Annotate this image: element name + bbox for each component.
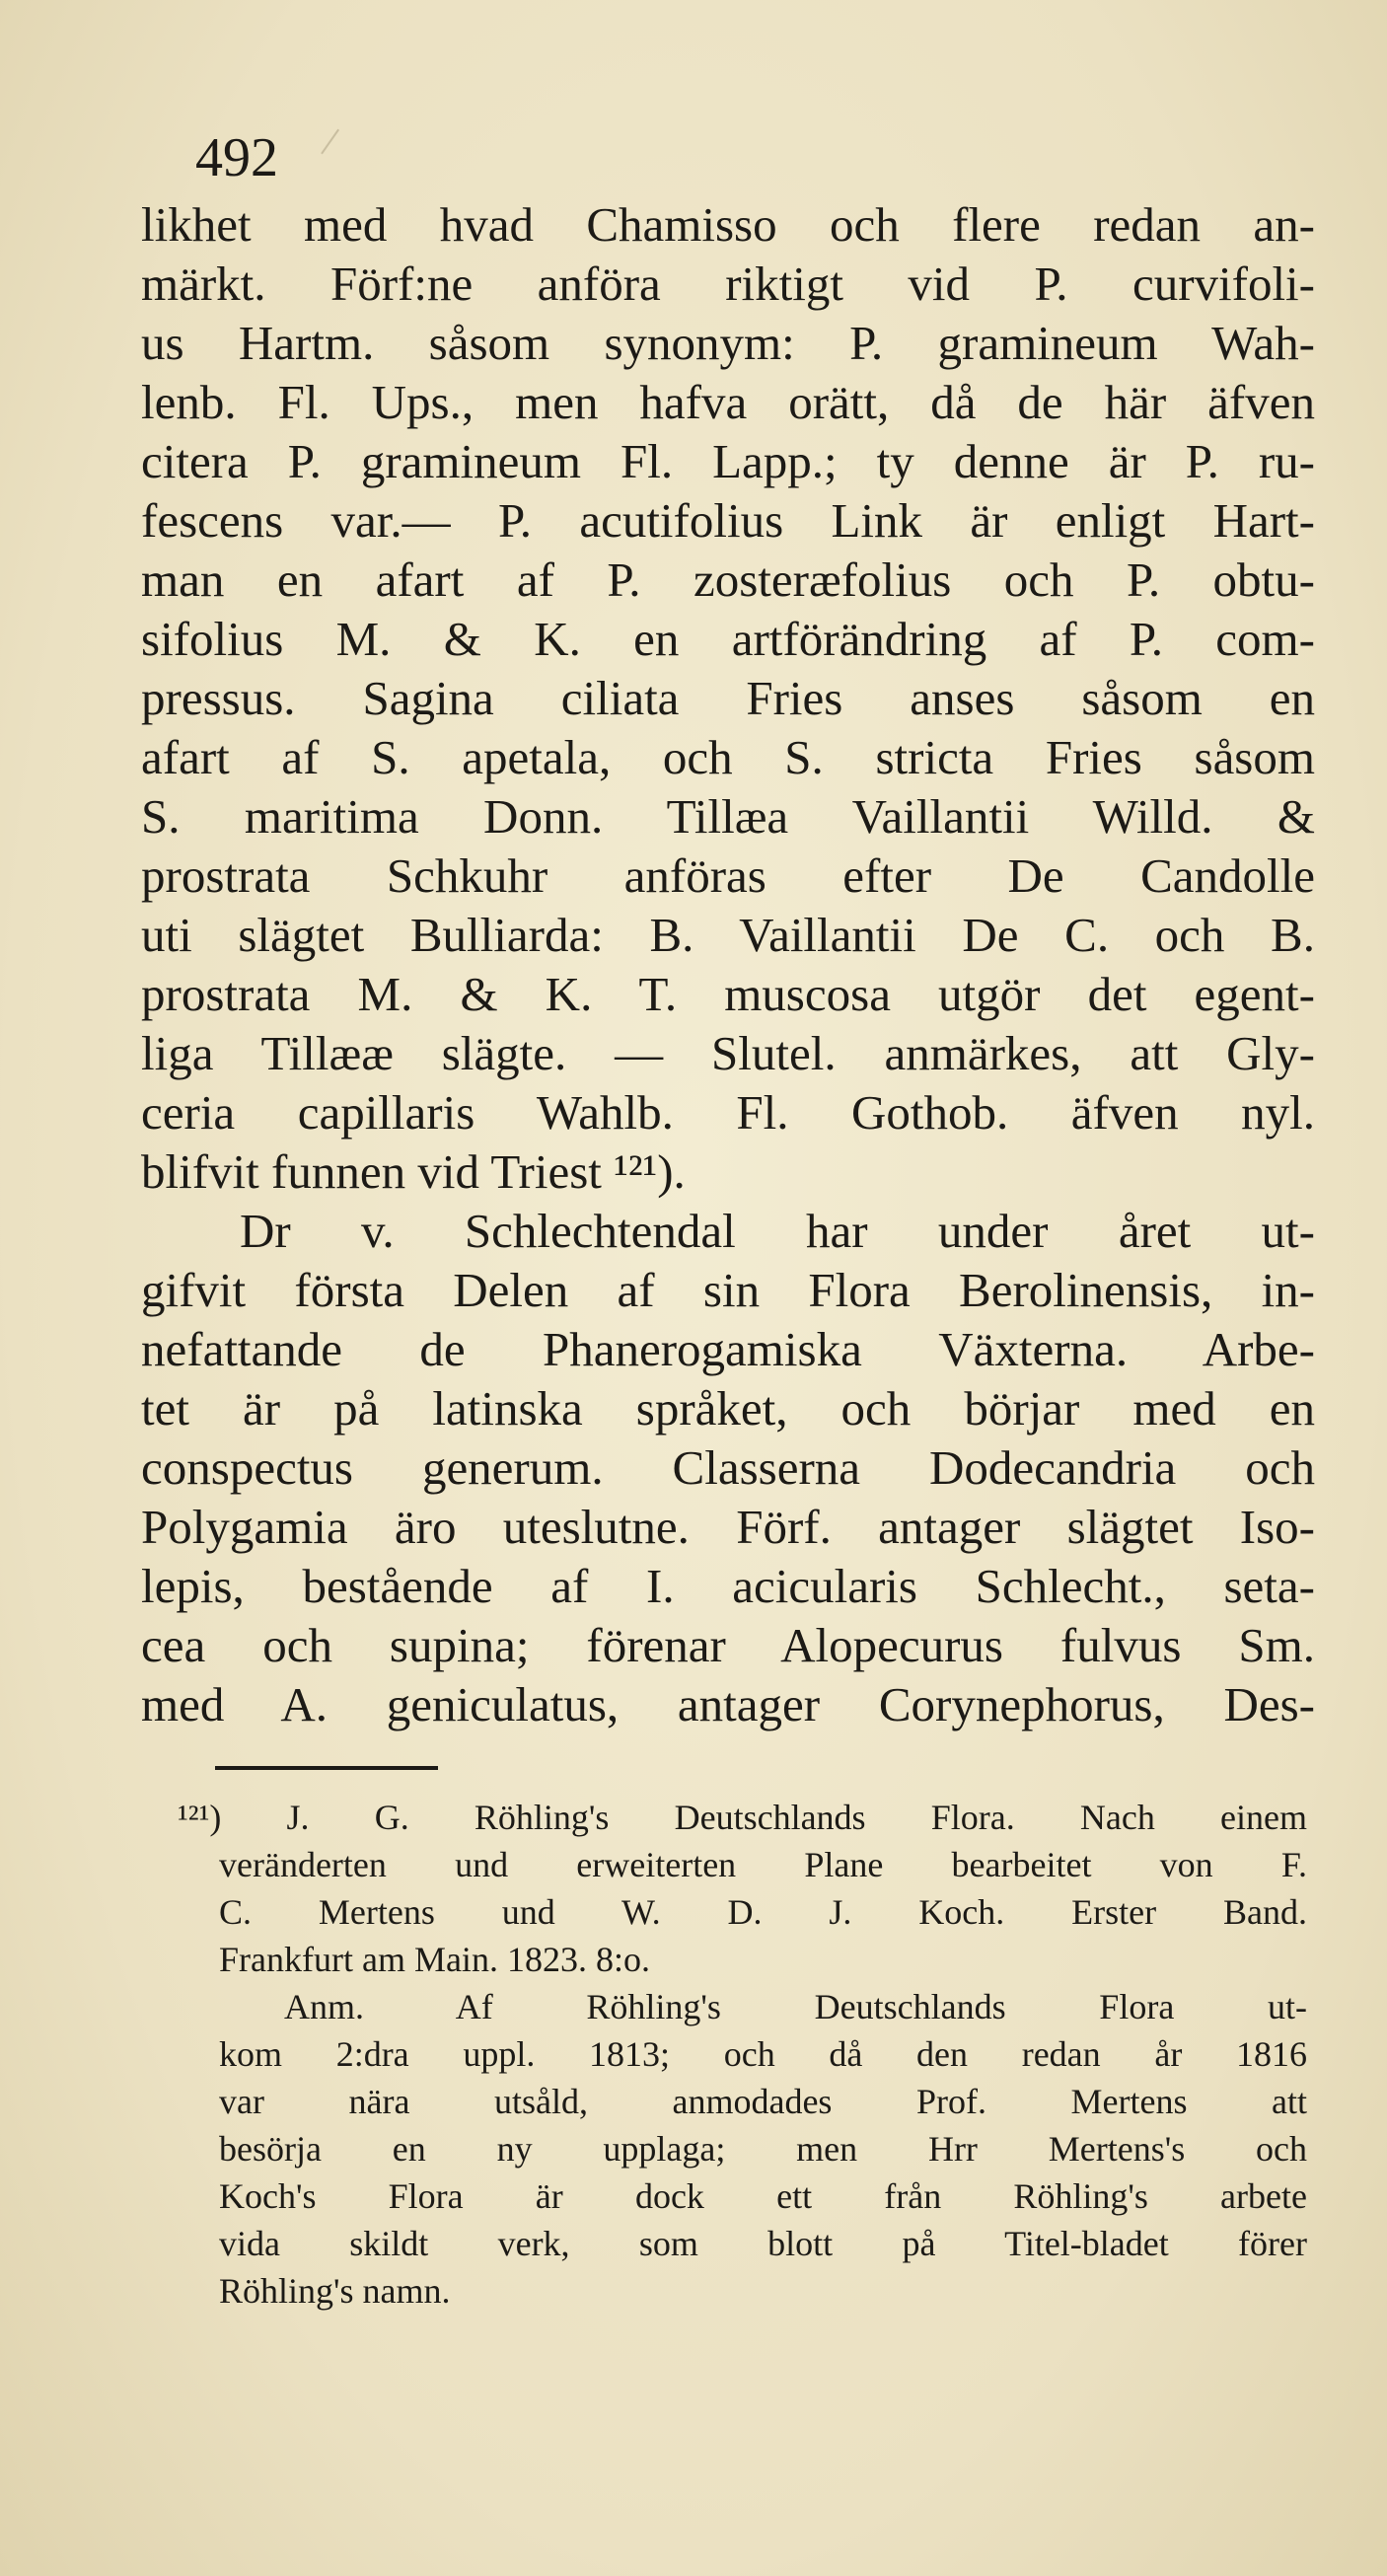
text-line: tet är på latinska språket, och börjar med en [141,1381,1315,1435]
main-text [141,195,1315,1734]
text-line: us Hartm. såsom synonym: P. gramineum Wah- [141,316,1315,370]
text-line: ceria capillaris Wahlb. Fl. Gothob. äfven nyl. [141,1085,1315,1140]
footnote-line: besörja en ny upplaga; men Hrr Mertens's och [219,2129,1307,2169]
text-line: S. maritima Donn. Tillæa Vaillantii Willd. & [141,789,1315,844]
text-line: med A. geniculatus, antager Corynephorus, Des- [141,1677,1315,1731]
text-line: cea och supina; förenar Alopecurus fulvus Sm. [141,1618,1315,1672]
footnote-line: Anm. Af Röhling's Deutschlands Flora ut- [284,1987,1307,2026]
text-line: liga Tillææ slägte. — Slutel. anmärkes, att Gly- [141,1026,1315,1080]
pencil-mark [321,129,372,178]
text-line: fescens var.— P. acutifolius Link är enligt Hart- [141,493,1315,548]
text-line: nefattande de Phanerogamiska Växterna. Arbe- [141,1322,1315,1376]
footnote [178,1794,1307,2315]
footnote-line: Frankfurt am Main. 1823. 8:o. [219,1940,650,1979]
text-line: citera P. gramineum Fl. Lapp.; ty denne är P. ru- [141,434,1315,488]
footnote-line: vida skildt verk, som blott på Titel-bladet förer [219,2224,1307,2263]
text-line: afart af S. apetala, och S. stricta Fries såsom [141,730,1315,784]
text-line: Polygamia äro uteslutne. Förf. antager slägtet Iso- [141,1500,1315,1554]
text-line: Dr v. Schlechtendal har under året ut- [240,1204,1315,1258]
page-number: 492 [195,127,278,188]
footnote-line: C. Mertens und W. D. J. Koch. Erster Band. [219,1892,1307,1932]
text-line: sifolius M. & K. en artförändring af P. com- [141,612,1315,666]
footnote-line: kom 2:dra uppl. 1813; och då den redan år 1816 [219,2034,1307,2074]
text-line: lenb. Fl. Ups., men hafva orätt, då de här äfven [141,375,1315,429]
text-line: likhet med hvad Chamisso och flere redan an- [141,197,1315,252]
text-line: lepis, bestående af I. acicularis Schlecht., seta- [141,1559,1315,1613]
footnote-line: Röhling's namn. [219,2271,451,2311]
text-line: man en afart af P. zosteræfolius och P. obtu- [141,552,1315,607]
text-line: prostrata M. & K. T. muscosa utgör det egent- [141,967,1315,1021]
footnote-line: veränderten und erweiterten Plane bearbeitet von F. [219,1845,1307,1884]
footnote-line: ¹²¹) J. G. Röhling's Deutschlands Flora. Nach einem [178,1798,1307,1837]
text-line: conspectus generum. Classerna Dodecandria och [141,1440,1315,1495]
footnote-rule [215,1766,438,1770]
footnote-line: var nära utsåld, anmodades Prof. Mertens att [219,2082,1307,2121]
footnote-line: Koch's Flora är dock ett från Röhling's arbete [219,2176,1307,2216]
text-line: gifvit första Delen af sin Flora Berolinensis, in- [141,1263,1315,1317]
text-line: uti slägtet Bulliarda: B. Vaillantii De C. och B. [141,908,1315,962]
text-line: prostrata Schkuhr anföras efter De Candolle [141,848,1315,903]
text-line: blifvit funnen vid Triest ¹²¹). [141,1144,686,1199]
text-line: pressus. Sagina ciliata Fries anses såsom en [141,671,1315,725]
text-line: märkt. Förf:ne anföra riktigt vid P. curvifoli- [141,257,1315,311]
